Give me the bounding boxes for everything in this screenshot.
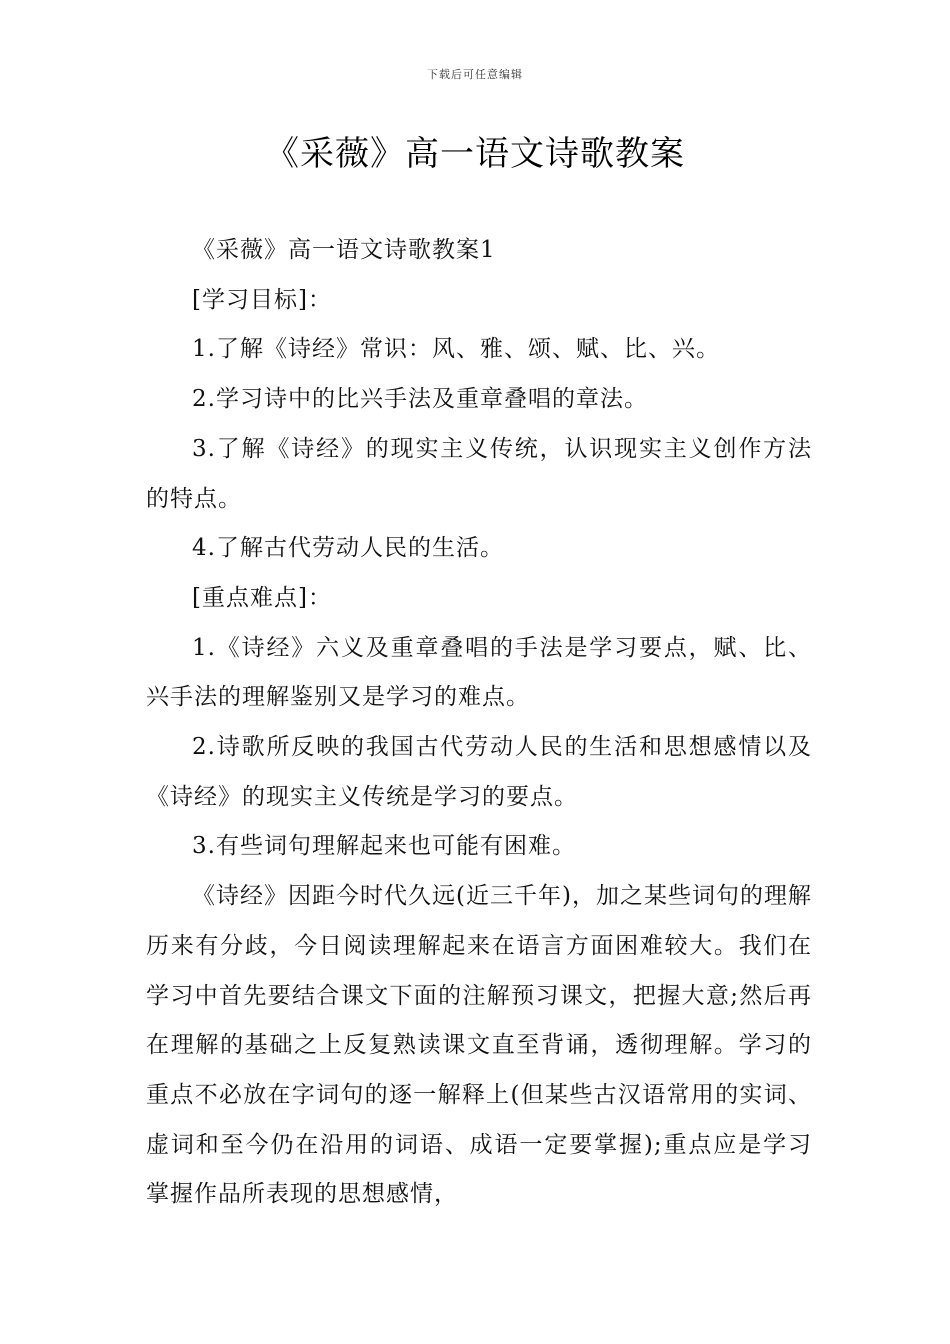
key-point-item: 2.诗歌所反映的我国古代劳动人民的生活和思想感情以及《诗经》的现实主义传统是学习的要点。 [146, 734, 812, 810]
header-note: 下载后可任意编辑 [427, 68, 523, 81]
section-heading: 《采薇》高一语文诗歌教案1 [192, 237, 496, 263]
goal-item: 3.了解《诗经》的现实主义传统，认识现实主义创作方法的特点。 [146, 435, 812, 512]
goal-item: 2.学习诗中的比兴手法及重章叠唱的章法。 [192, 386, 648, 413]
goal-item: 4.了解古代劳动人民的生活。 [192, 535, 504, 562]
key-point-item: 3.有些词句理解起来也可能有困难。 [192, 833, 576, 860]
key-point-item: 1.《诗经》六义及重章叠唱的手法是学习要点，赋、比、兴手法的理解鉴别又是学习的难点。 [146, 634, 812, 711]
learning-goals-label: [学习目标]： [192, 286, 332, 313]
page-title: 《采薇》高一语文诗歌教案 [265, 134, 685, 174]
goal-item: 1.了解《诗经》常识：风、雅、颂、赋、比、兴。 [192, 336, 720, 363]
document-body [146, 226, 812, 1220]
body-paragraph: 《诗经》因距今时代久远(近三千年)，加之某些词句的理解历来有分歧，今日阅读理解起来在语言方面困难较大。我们在学习中首先要结合课文下面的注解预习课文，把握大意;然后再在理解的基础之上反复熟读课文直至背诵，透彻理解。学习的重点不必放在字词句的逐一解释上(但某些古汉语常用的实词、虚词和至今仍在沿用的词语、成语一定要掌握);重点应是学习掌握作品所表现的思想感情， [146, 883, 812, 1208]
key-points-label: [重点难点]： [192, 584, 332, 611]
